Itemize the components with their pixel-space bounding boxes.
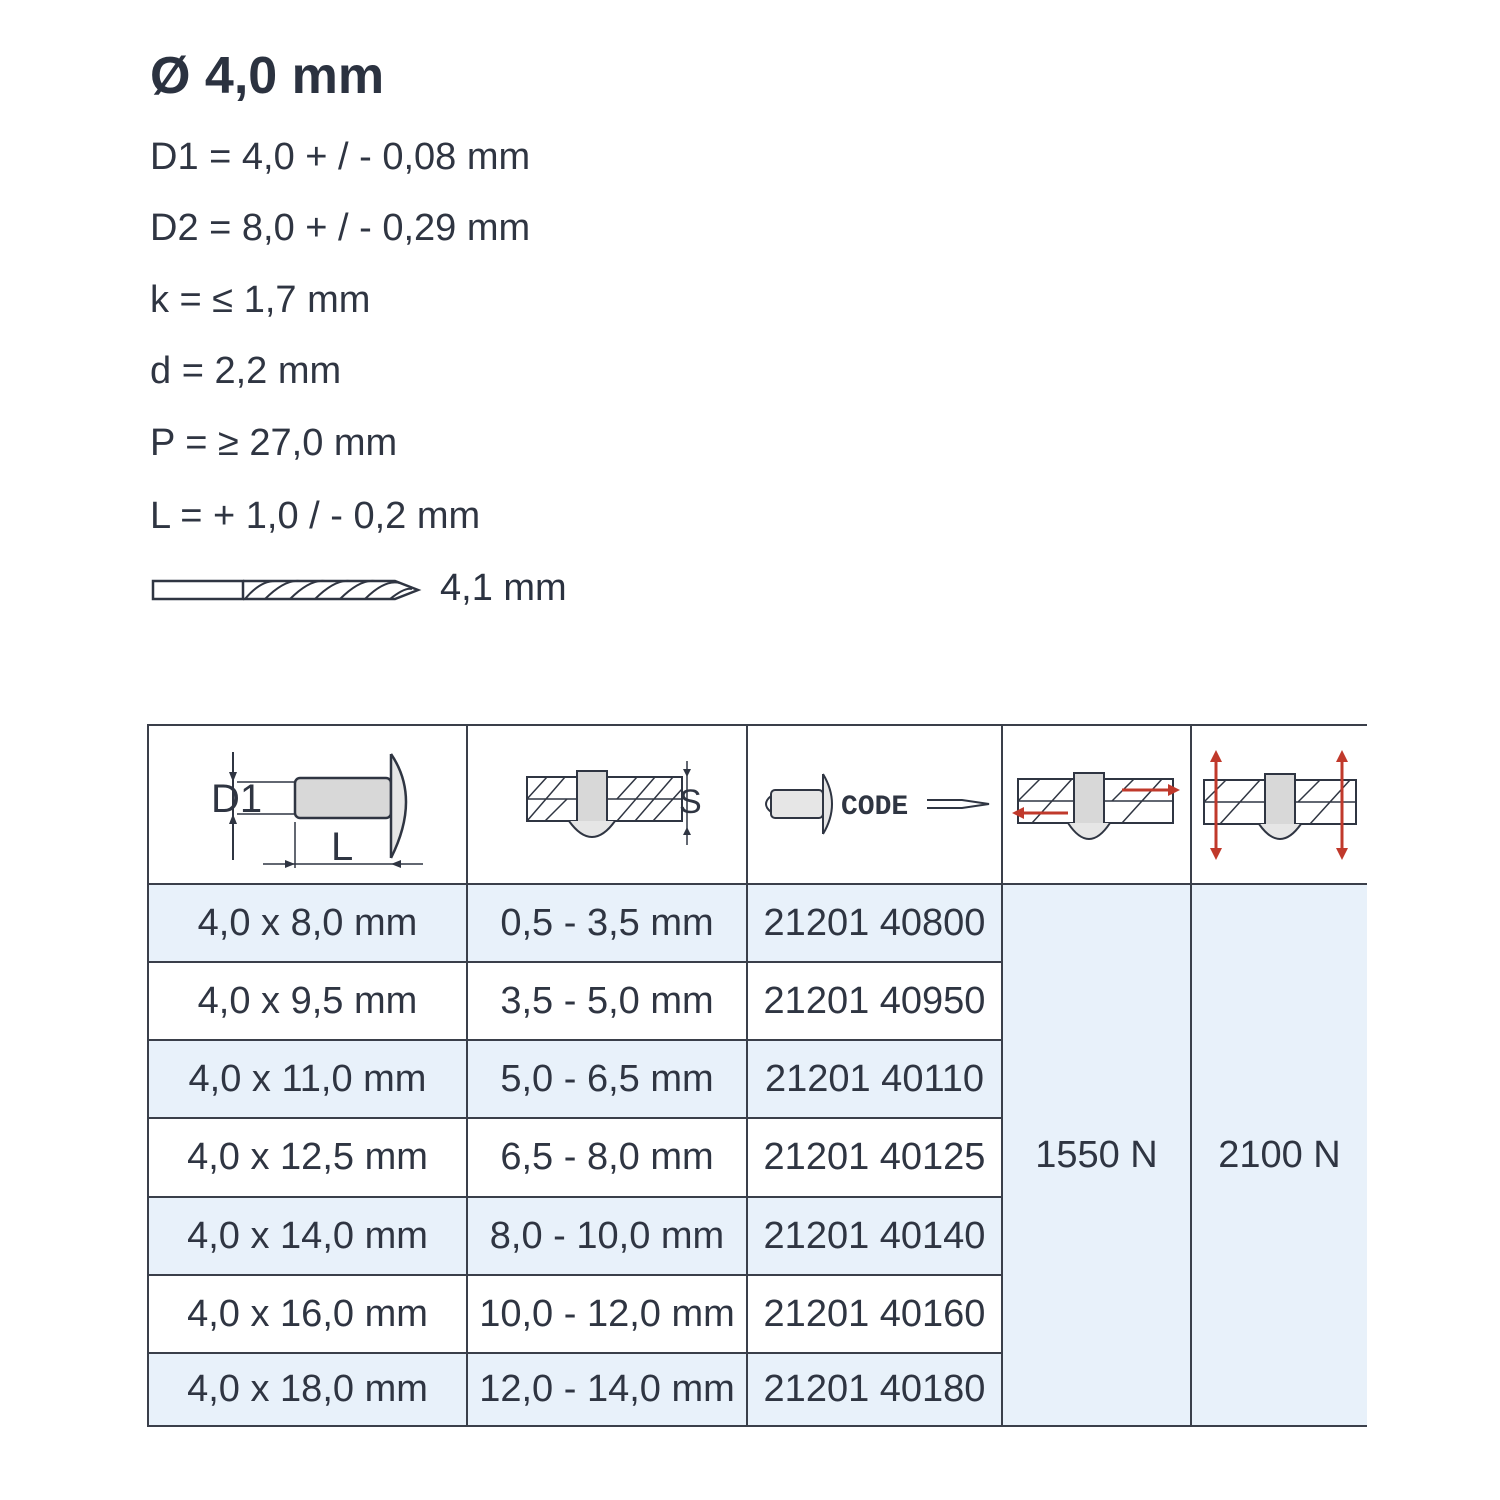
drill-size: 4,1 mm <box>440 567 567 609</box>
grid-line <box>149 1196 1001 1198</box>
header-shear-strength <box>1003 726 1190 883</box>
code-icon <box>757 770 992 840</box>
row-5-size: 4,0 x 14,0 mm <box>149 1198 466 1274</box>
tensile-strength-value: 2100 N <box>1192 885 1367 1425</box>
row-3-code: 21201 40110 <box>748 1041 1001 1117</box>
grid-line <box>149 961 1001 963</box>
rivet-dimensions-icon <box>193 740 423 870</box>
grid-line <box>149 1274 1001 1276</box>
rivet-label-d1: D1 <box>210 776 262 821</box>
shear-strength-value: 1550 N <box>1003 885 1190 1425</box>
row-4-size: 4,0 x 12,5 mm <box>149 1119 466 1196</box>
header-code <box>748 726 1001 883</box>
row-5-grip: 8,0 - 10,0 mm <box>468 1198 746 1274</box>
header-grip-range <box>468 726 746 883</box>
drill-bit-icon <box>150 565 425 615</box>
row-2-grip: 3,5 - 5,0 mm <box>468 963 746 1039</box>
spec-d2: D2 = 8,0 + / - 0,29 mm <box>150 207 531 249</box>
row-2-size: 4,0 x 9,5 mm <box>149 963 466 1039</box>
row-3-grip: 5,0 - 6,5 mm <box>468 1041 746 1117</box>
row-4-code: 21201 40125 <box>748 1119 1001 1196</box>
page-title: Ø 4,0 mm <box>150 47 385 105</box>
header-tensile-strength <box>1192 726 1367 883</box>
grid-line <box>149 1352 1001 1354</box>
row-1-grip: 0,5 - 3,5 mm <box>468 885 746 961</box>
header-rivet-dimensions <box>149 726 466 883</box>
grid-line <box>149 1117 1001 1119</box>
grid-line <box>1190 726 1192 1425</box>
row-2-code: 21201 40950 <box>748 963 1001 1039</box>
spec-p: P = ≥ 27,0 mm <box>150 422 398 464</box>
spec-l: L = + 1,0 / - 0,2 mm <box>150 495 481 537</box>
shear-strength-icon <box>1012 755 1182 855</box>
code-label: CODE <box>841 791 909 823</box>
grid-line <box>149 1039 1001 1041</box>
row-1-code: 21201 40800 <box>748 885 1001 961</box>
spec-d: d = 2,2 mm <box>150 350 342 392</box>
row-6-size: 4,0 x 16,0 mm <box>149 1276 466 1352</box>
row-4-grip: 6,5 - 8,0 mm <box>468 1119 746 1196</box>
grid-line <box>1001 726 1003 1425</box>
row-7-size: 4,0 x 18,0 mm <box>149 1354 466 1425</box>
row-6-code: 21201 40160 <box>748 1276 1001 1352</box>
spec-k: k = ≤ 1,7 mm <box>150 279 371 321</box>
row-6-grip: 10,0 - 12,0 mm <box>468 1276 746 1352</box>
rivet-label-l: L <box>330 824 353 869</box>
row-5-code: 21201 40140 <box>748 1198 1001 1274</box>
row-3-size: 4,0 x 11,0 mm <box>149 1041 466 1117</box>
grid-line <box>746 726 748 1425</box>
rivet-table <box>147 724 1367 1427</box>
tensile-strength-icon <box>1200 750 1360 860</box>
grid-line <box>149 883 1365 885</box>
spec-d1: D1 = 4,0 + / - 0,08 mm <box>150 136 531 178</box>
grip-label-s: S <box>679 782 702 821</box>
row-7-grip: 12,0 - 14,0 mm <box>468 1354 746 1425</box>
row-1-size: 4,0 x 8,0 mm <box>149 885 466 961</box>
grip-range-icon <box>507 755 707 855</box>
grid-line <box>466 726 468 1425</box>
row-7-code: 21201 40180 <box>748 1354 1001 1425</box>
